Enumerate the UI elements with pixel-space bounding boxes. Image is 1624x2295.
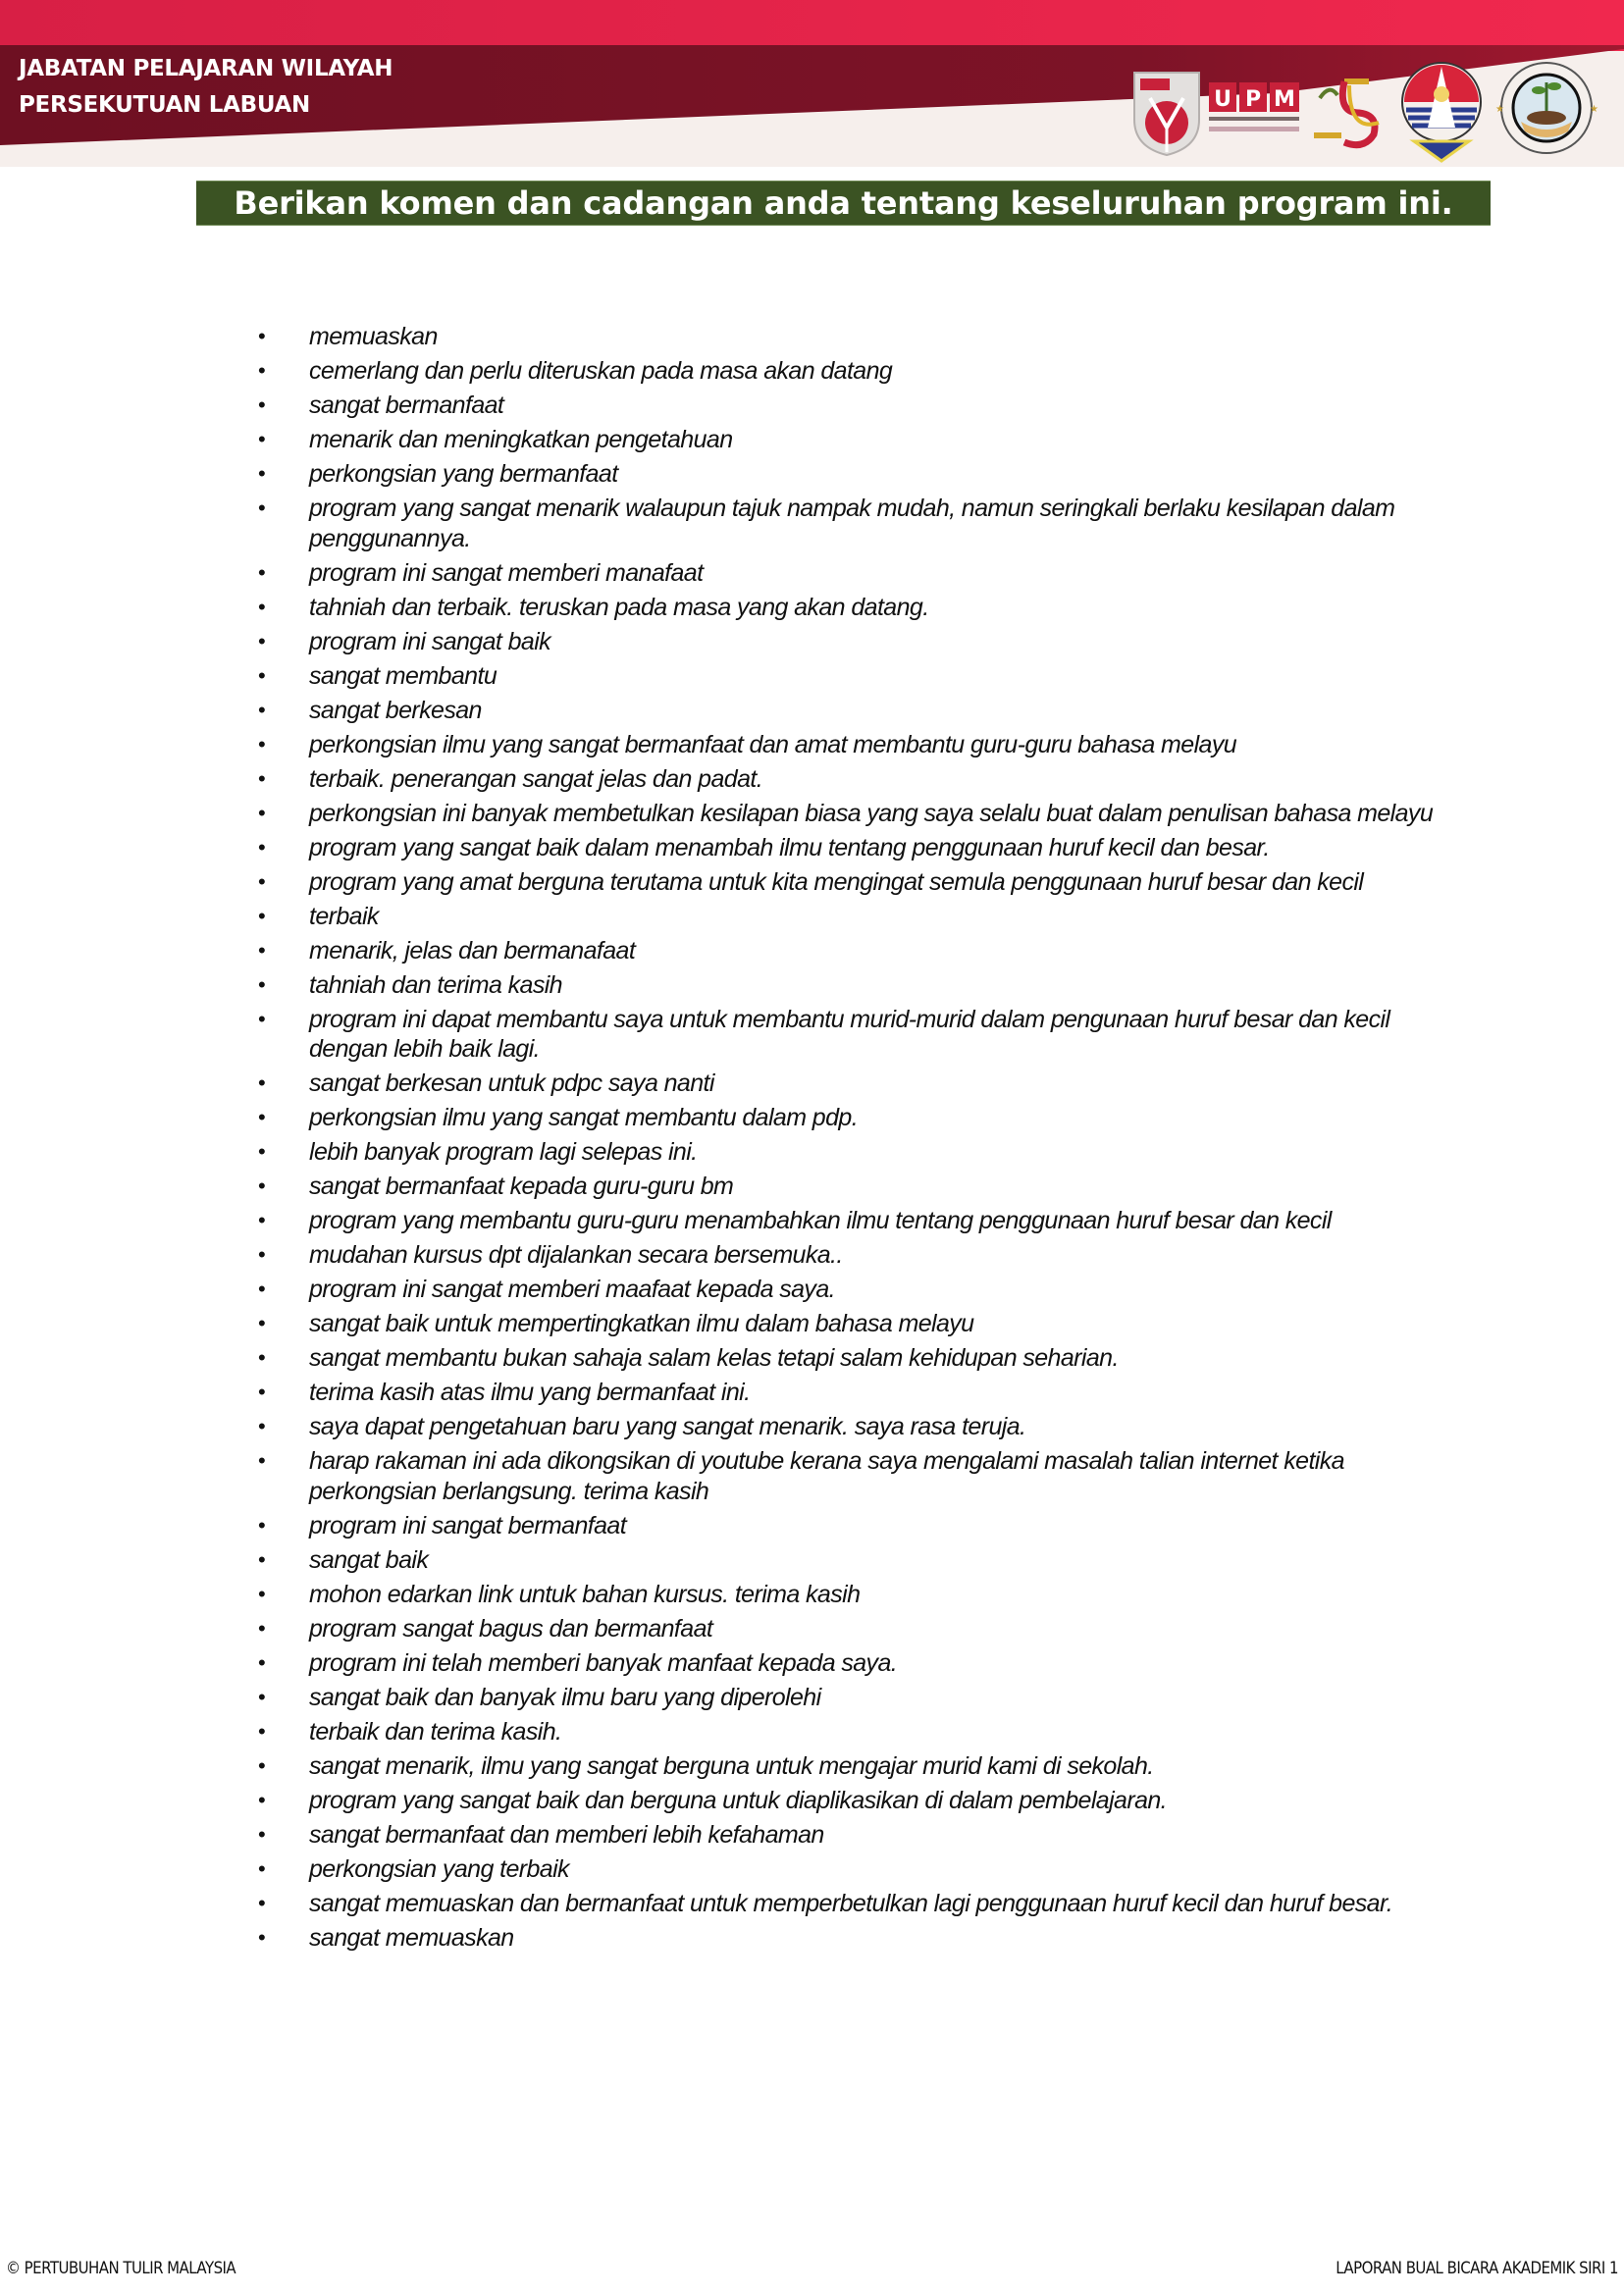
comment-item [258,1446,1465,1506]
comment-item [258,902,1465,932]
comment-text: memuaskan [309,323,438,350]
comment-text: tahniah dan terima kasih [309,970,562,999]
bullet-icon: • [258,971,266,997]
org-name-line2: PERSEKUTUAN LABUAN [19,92,310,118]
comment-text: program ini sangat baik [309,627,551,655]
comment-item [258,730,1465,760]
bullet-icon: • [258,358,266,383]
comment-item [258,1545,1465,1576]
section-title: Berikan komen dan cadangan anda tentang keseluruhan program ini. [234,184,1453,222]
comment-item [258,1820,1465,1851]
comment-text: terbaik [309,902,379,930]
comment-item [258,459,1465,490]
bullet-icon: • [258,1546,266,1572]
comment-item [258,1412,1465,1442]
comment-text: sangat bermanfaat kepada guru-guru bm [309,1173,734,1200]
comment-text: terbaik dan terima kasih. [309,1717,562,1746]
comment-text: program ini sangat bermanfaat [309,1511,627,1539]
bullet-icon: • [258,324,266,348]
svg-text:M: M [1274,87,1295,112]
comment-text: mohon edarkan link untuk bahan kursus. terima kasih [309,1580,861,1608]
bullet-icon: • [258,1615,266,1641]
comment-item [258,494,1465,553]
comment-item [258,764,1465,795]
comment-item [258,1343,1465,1374]
page-header [0,0,1624,167]
comment-item [258,425,1465,455]
comment-text: sangat baik dan banyak ilmu baru yang diperolehi [309,1683,821,1711]
comment-item [258,1683,1465,1713]
bullet-icon: • [258,496,266,520]
comment-text: sangat menarik, ilmu yang sangat berguna untuk mengajar murid kami di sekolah. [309,1751,1154,1780]
comment-item [258,936,1465,966]
bullet-icon: • [258,594,266,619]
svg-text:★: ★ [1495,104,1504,115]
bullet-icon: • [258,697,266,722]
bullet-icon: • [258,1684,266,1709]
bullet-icon: • [258,1718,266,1744]
comment-text: mudahan kursus dpt dijalankan secara bersemuka.. [309,1241,843,1269]
bullet-icon: • [258,1414,266,1438]
comment-item [258,1172,1465,1202]
comment-text: sangat baik [309,1545,429,1574]
bullet-icon: • [258,392,266,417]
comment-item [258,1786,1465,1816]
bullet-icon: • [258,1924,266,1950]
upm-wordmark-logo [1209,82,1301,137]
comment-item [258,322,1465,352]
comment-text: sangat baik untuk mempertingkatkan ilmu dalam bahasa melayu [309,1310,974,1337]
comment-text: program ini sangat memberi maafaat kepada saya. [309,1276,835,1303]
bullet-icon: • [258,1649,266,1675]
comment-text: perkongsian ilmu yang sangat bermanfaat dan amat membantu guru-guru bahasa melayu [309,730,1237,758]
comment-item [258,799,1465,829]
bullet-icon: • [258,1448,266,1473]
comment-item [258,1137,1465,1168]
bullet-icon: • [258,731,266,756]
bullet-icon: • [258,427,266,451]
comment-text: terbaik. penerangan sangat jelas dan padat. [309,764,763,793]
svg-text:P: P [1244,87,1262,112]
svg-text:U: U [1214,87,1231,112]
bullet-icon: • [258,559,266,585]
comment-item [258,1240,1465,1271]
bullet-icon: • [258,1070,266,1095]
bullet-icon: • [258,1174,266,1198]
bullet-icon: • [258,903,266,928]
comment-text: terima kasih atas ilmu yang bermanfaat ini. [309,1379,751,1406]
comment-text: cemerlang dan perlu diteruskan pada masa akan datang [309,357,893,385]
comment-text: sangat berkesan [309,696,482,724]
comment-text: perkongsian ilmu yang sangat membantu dalam pdp. [309,1104,859,1131]
comment-text: sangat bermanfaat dan memberi lebih kefahaman [309,1820,824,1849]
anniversary-50-logo [1310,74,1388,152]
comment-item [258,1889,1465,1919]
comment-text: perkongsian ini banyak membetulkan kesilapan biasa yang saya selalu buat dalam penulisan bahasa melayu [309,799,1434,827]
comment-item [258,627,1465,657]
upm-crest-logo [1130,69,1203,157]
comment-text: sangat memuaskan dan bermanfaat untuk memperbetulkan lagi penggunaan huruf kecil dan huruf besar. [309,1889,1393,1917]
comment-item [258,593,1465,623]
comment-text: program yang sangat baik dalam menambah ilmu tentang penggunaan huruf kecil dan besar. [309,833,1270,861]
org-name-line1: JABATAN PELAJARAN WILAYAH [19,56,393,81]
comment-item [258,1309,1465,1339]
comment-text: program yang membantu guru-guru menambahkan ilmu tentang penggunaan huruf besar dan kecil [309,1207,1332,1234]
comment-text: menarik dan meningkatkan pengetahuan [309,426,733,453]
comment-text: program yang sangat baik dan berguna untuk diaplikasikan di dalam pembelajaran. [309,1786,1168,1814]
bullet-icon: • [258,800,266,825]
comment-text: program ini telah memberi banyak manfaat kepada saya. [309,1648,898,1677]
comment-item [258,696,1465,726]
comment-text: sangat membantu bukan sahaja salam kelas tetapi salam kehidupan seharian. [309,1344,1119,1372]
bullet-icon: • [258,1821,266,1847]
svg-text:★: ★ [1590,104,1598,115]
comment-text: sangat berkesan untuk pdpc saya nanti [309,1069,714,1097]
comment-text: program sangat bagus dan bermanfaat [309,1614,713,1643]
bullet-icon: • [258,1752,266,1778]
comment-text: sangat bermanfaat [309,391,504,419]
comment-text: lebih banyak program lagi selepas ini. [309,1138,698,1166]
comment-item [258,1717,1465,1747]
comment-item [258,1614,1465,1644]
comment-text: program yang amat berguna terutama untuk kita mengingat semula penggunaan huruf besar dan kecil [309,867,1364,896]
bullet-icon: • [258,1105,266,1129]
comment-text: harap rakaman ini ada dikongsikan di youtube kerana saya mengalami masalah talian internet ketika perkongsian berlangsung. terima kasih [309,1447,1344,1505]
comment-item [258,558,1465,589]
comment-item [258,833,1465,863]
comment-item [258,391,1465,421]
bullet-icon: • [258,937,266,963]
comment-item [258,1005,1465,1065]
bullet-icon: • [258,868,266,894]
bullet-icon: • [258,765,266,791]
bullet-icon: • [258,1006,266,1031]
bullet-icon: • [258,1345,266,1370]
organization-name [19,51,393,124]
comment-text: sangat membantu [309,661,498,690]
bullet-icon: • [258,1512,266,1538]
comment-item [258,356,1465,387]
comment-text: program ini sangat memberi manafaat [309,558,704,587]
comment-item [258,867,1465,898]
comment-text: program ini dapat membantu saya untuk membantu murid-murid dalam pengunaan huruf besar dan kecil dengan lebih baik lagi. [309,1005,1390,1063]
bullet-icon: • [258,1855,266,1881]
comment-text: tahniah dan terbaik. teruskan pada masa yang akan datang. [309,593,929,621]
bullet-icon: • [258,662,266,688]
comments-list [258,322,1465,1957]
bullet-icon: • [258,1890,266,1915]
comment-item [258,970,1465,1001]
jpn-labuan-logo [1398,59,1485,163]
comment-item [258,1069,1465,1099]
comment-text: saya dapat pengetahuan baru yang sangat menarik. saya rasa teruja. [309,1413,1026,1440]
section-title-bar [196,181,1491,226]
bullet-icon: • [258,1242,266,1267]
bullet-icon: • [258,1581,266,1606]
comment-item [258,661,1465,692]
comment-text: menarik, jelas dan bermanafaat [309,936,636,965]
comment-item [258,1378,1465,1408]
comment-item [258,1751,1465,1782]
bullet-icon: • [258,1208,266,1232]
comment-item [258,1854,1465,1885]
comment-item [258,1206,1465,1236]
bullet-icon: • [258,1277,266,1301]
comment-text: perkongsian yang terbaik [309,1854,569,1883]
comment-text: program yang sangat menarik walaupun tajuk nampak mudah, namun seringkali berlaku kesilapan dalam penggunannya. [309,495,1395,552]
comment-text: perkongsian yang bermanfaat [309,460,618,488]
comment-item [258,1511,1465,1541]
comment-item [258,1580,1465,1610]
bullet-icon: • [258,461,266,486]
bullet-icon: • [258,628,266,653]
comment-item [258,1648,1465,1679]
pertubuhan-tulir-malaysia-logo [1492,59,1601,157]
bullet-icon: • [258,834,266,860]
bullet-icon: • [258,1380,266,1404]
comment-text: sangat memuaskan [309,1923,514,1952]
footer-report-title: LAPORAN BUAL BICARA AKADEMIK SIRI 1 [1336,2259,1618,2278]
comment-item [258,1923,1465,1954]
footer-copyright: © PERTUBUHAN TULIR MALAYSIA [6,2259,236,2278]
bullet-icon: • [258,1139,266,1164]
bullet-icon: • [258,1311,266,1335]
bullet-icon: • [258,1787,266,1812]
comment-item [258,1275,1465,1305]
comment-item [258,1103,1465,1133]
